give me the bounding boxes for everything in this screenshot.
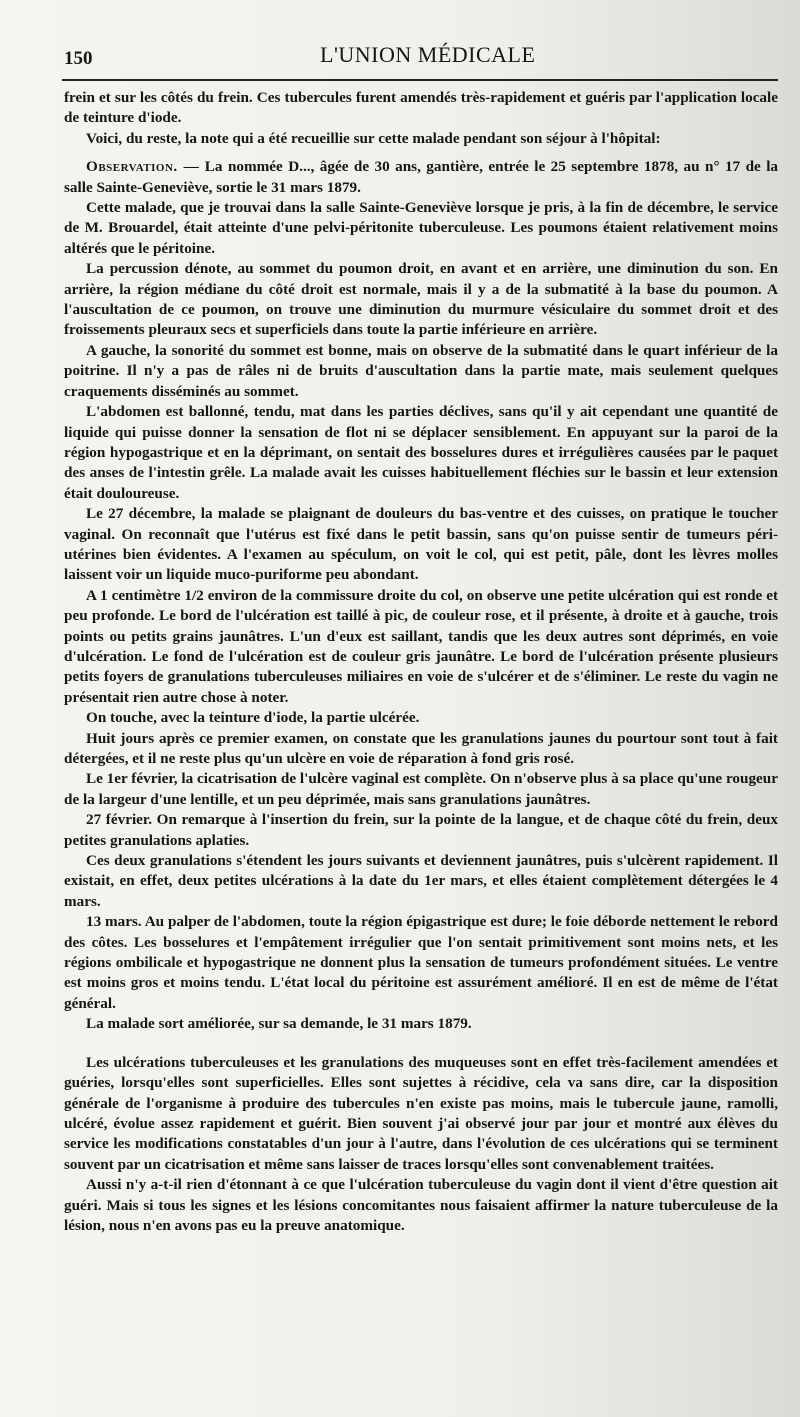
paragraph: Voici, du reste, la note qui a été recueillie sur cette malade pendant son séjour à l'hôpital: — [86, 129, 661, 147]
paragraph: Le 27 décembre, la malade se plaignant de douleurs du bas-ventre et des cuisses, on pratique le toucher vaginal. On reconnaît que l'utérus est fixé dans le petit bassin, sans qu'on puisse sentir de tumeurs péri-utérines bien évidentes. A l'examen au spéculum, on voit le col, qui est petit, pâle, dont les lèvres molles laissent voir un liquide muco-puriforme peu abondant. — [64, 505, 778, 584]
paragraph: L'abdomen est ballonné, tendu, mat dans les parties déclives, sans qu'il y ait cependant une quantité de liquide qui puisse donner la sensation de flot ni se déplacer sensiblement. En appuyant sur la paroi de la région hypogastrique et en la déprimant, on sentait des bosselures dures et irrégulières causées par le paquet des anses de l'intestin grêle. La malade avait les cuisses habituellement fléchies sur le bassin et leur extension était douloureuse. — [64, 403, 778, 502]
paragraph: frein et sur les côtés du frein. Ces tubercules furent amendés très-rapidement et guéris par l'application locale de teinture d'iode. — [64, 89, 778, 127]
paragraph: La malade sort améliorée, sur sa demande, le 31 mars 1879. — [86, 1015, 472, 1033]
paragraph: A gauche, la sonorité du sommet est bonne, mais on observe de la submatité dans le quart inférieur de la poitrine. Il n'y a pas de râles ni de bruits d'auscultation dans la partie mate, mais seulement quelques craquements disséminés au sommet. — [64, 341, 778, 400]
page-header — [64, 42, 780, 72]
observation-text: La nommée D..., âgée de 30 ans, gantière, entrée le 25 septembre 1878, au n° 17 de la salle Sainte-Geneviève, sortie le 31 mars 1879. — [64, 158, 779, 196]
paragraph: Le 1er février, la cicatrisation de l'ulcère vaginal est complète. On n'observe plus à sa place qu'une rougeur de la largeur d'une lentille, et un peu déprimée, mais sans granulations jaunâtres. — [64, 770, 778, 808]
paragraph: 27 février. On remarque à l'insertion du frein, sur la pointe de la langue, et de chaque côté du frein, deux petites granulations aplaties. — [64, 811, 778, 849]
header-rule — [62, 79, 778, 81]
paragraph: Aussi n'y a-t-il rien d'étonnant à ce que l'ulcération tuberculeuse du vagin dont il vient d'être question ait guéri. Mais si tous les signes et les lésions concomitantes nous faisaient affirmer la nature tuberculeuse de la lésion, nous n'en avons pas eu la preuve anatomique. — [64, 1176, 778, 1234]
paragraph: Huit jours après ce premier examen, on constate que les granulations jaunes du pourtour sont tout à fait détergées, et il ne reste plus qu'un ulcère en voie de réparation à fond gris rosé. — [64, 729, 778, 767]
body-text — [64, 88, 778, 1236]
observation-paragraph — [64, 157, 778, 198]
observation-label: Observation. — — [86, 158, 200, 176]
page-number: 150 — [64, 48, 93, 69]
paragraph: Les ulcérations tuberculeuses et les granulations des muqueuses sont en effet très-facilement amendées et guéries, lorsqu'elles sont superficielles. Elles sont sujettes à récidive, cela va sans dire, car la disposition générale de l'organisme à produire des tubercules n'en existe pas moins, mais le tubercule jaune, ramolli, ulcéré, évolue assez rapidement et guérit. Bien souvent j'ai observé jour par jour et montré aux élèves du service les modifications constatables d'un jour à l'autre, dans l'évolution de ces ulcérations qui se terminent souvent par un cicatrisation et même sans laisser de traces lorsqu'elles sont convenablement traitées. — [64, 1053, 778, 1173]
paragraph: Cette malade, que je trouvai dans la salle Sainte-Geneviève lorsque je pris, à la fin de décembre, le service de M. Brouardel, était atteinte d'une pelvi-péritonite tuberculeuse. Les poumons étaient relativement moins altérés que le péritoine. — [64, 199, 778, 257]
paragraph: A 1 centimètre 1/2 environ de la commissure droite du col, on observe une petite ulcération qui est ronde et peu profonde. Le bord de l'ulcération est taillé à pic, de couleur rose, et il présente, à droite et à gauche, trois points ou petits grains jaunâtres. L'un d'eux est saillant, tandis que les deux autres sont déprimés, en voie d'ulcération. Le fond de l'ulcération est de couleur gris jaunâtre. Le bord de l'ulcération présente plusieurs petits foyers de granulations tuberculeuses miliaires en voie de s'ulcérer et de s'éliminer. Le reste du vagin ne présentait rien autre chose à noter. — [64, 586, 778, 706]
paragraph: 13 mars. Au palper de l'abdomen, toute la région épigastrique est dure; le foie déborde nettement le rebord des côtes. Les bosselures et l'empâtement irrégulier que l'on sentait primitivement sont moins nets, et les régions ombilicale et hypogastrique ne donnent plus la sensation de tumeurs profondément situées. Le ventre est moins gros et moins tendu. L'état local du péritoine est assurément amélioré. Il en est de même de l'état général. — [64, 913, 778, 1012]
paragraph: On touche, avec la teinture d'iode, la partie ulcérée. — [86, 709, 420, 727]
paragraph: Ces deux granulations s'étendent les jours suivants et deviennent jaunâtres, puis s'ulcèrent rapidement. Il existait, en effet, deux petites ulcérations à la date du 1er mars, et elles étaient complètement détergées le 4 mars. — [64, 852, 778, 910]
paragraph: La percussion dénote, au sommet du poumon droit, en avant et en arrière, une diminution du son. En arrière, la région médiane du côté droit est normale, mais il y a de la submatité à la base du poumon. A l'auscultation de ce poumon, on trouve une diminution du murmure vésiculaire du sommet droit et des froissements pleuraux secs et superficiels dans toute la partie inférieure en arrière. — [64, 260, 778, 339]
running-title: L'UNION MÉDICALE — [320, 42, 536, 67]
